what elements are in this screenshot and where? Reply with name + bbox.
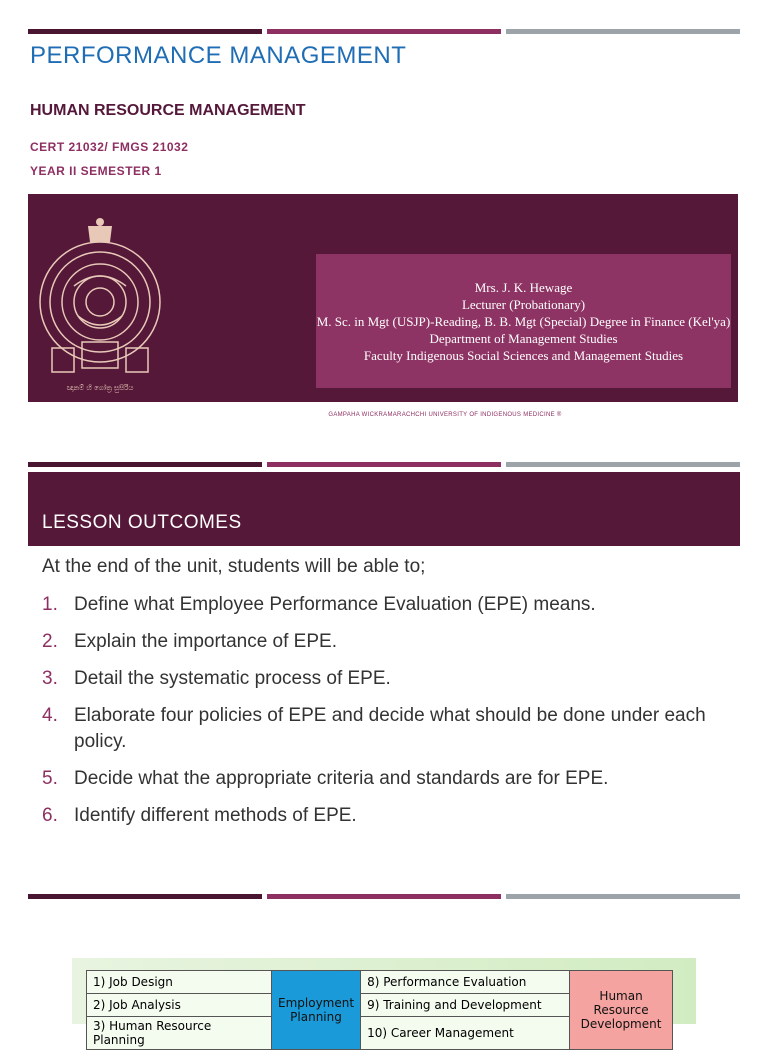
lecturer-position: Lecturer (Probationary) (461, 296, 586, 312)
list-item (42, 666, 722, 692)
list-item (42, 766, 722, 792)
hrd-cell: Human Resource Development (570, 971, 673, 1050)
lesson-outcomes-title: LESSON OUTCOMES (42, 512, 242, 533)
divider-bar-dark (28, 462, 262, 467)
list-number: 1. (42, 594, 58, 615)
divider-bar-dark (28, 894, 262, 899)
lecturer-qualification: M. Sc. in Mgt (USJP)-Reading, B. B. Mgt (Special) Degree in Finance (Kel'ya) (316, 313, 731, 329)
table-cell: 9) Training and Development (361, 994, 570, 1017)
list-text: Identify different methods of EPE. (74, 805, 357, 826)
divider-bar-dark (28, 29, 262, 34)
lecturer-name: Mrs. J. K. Hewage (474, 279, 573, 295)
slide-subtitle: HUMAN RESOURCE MANAGEMENT (30, 102, 306, 119)
list-text: Explain the importance of EPE. (74, 631, 337, 652)
slide-footer: GAMPAHA WICKRAMARACHCHI UNIVERSITY OF INDIGENOUS MEDICINE ® (328, 412, 562, 418)
table-cell: 1) Job Design (87, 971, 272, 994)
divider-bar-gray (506, 29, 740, 34)
list-text: Detail the systematic process of EPE. (74, 668, 391, 689)
logo-motto: ඥානම් හි ගෝත්‍ර සුසිරිය (66, 384, 134, 392)
list-text: Decide what the appropriate criteria and standards are for EPE. (74, 768, 609, 789)
course-year: YEAR II SEMESTER 1 (30, 164, 162, 178)
lecturer-department: Department of Management Studies (429, 330, 618, 346)
divider-bar-mid (267, 894, 501, 899)
outcomes-intro: At the end of the unit, students will be able to; (42, 556, 426, 577)
list-number: 3. (42, 668, 58, 689)
list-number: 6. (42, 805, 58, 826)
lecturer-info (316, 254, 731, 388)
list-item (42, 592, 722, 618)
list-item (42, 803, 722, 829)
list-number: 2. (42, 631, 58, 652)
university-logo (34, 216, 166, 398)
divider-bar-gray (506, 462, 740, 467)
table-cell: 3) Human Resource Planning (87, 1017, 272, 1050)
lecturer-faculty: Faculty Indigenous Social Sciences and Management Studies (363, 347, 684, 363)
employment-planning-cell: Employment Planning (272, 971, 361, 1050)
lesson-outcomes-header (28, 472, 740, 546)
divider-bar-mid (267, 462, 501, 467)
divider-bar-gray (506, 894, 740, 899)
table-cell: 10) Career Management (361, 1017, 570, 1050)
list-number: 5. (42, 768, 58, 789)
list-number: 4. (42, 705, 58, 726)
table-cell: 8) Performance Evaluation (361, 971, 570, 994)
list-item (42, 703, 722, 755)
hr-functions-table (86, 970, 673, 1050)
outcomes-list (42, 592, 722, 840)
list-text: Define what Employee Performance Evaluation (EPE) means. (74, 594, 596, 615)
list-text: Elaborate four policies of EPE and decide what should be done under each policy. (74, 705, 706, 752)
table-cell: 2) Job Analysis (87, 994, 272, 1017)
list-item (42, 629, 722, 655)
slide-title: PERFORMANCE MANAGEMENT (30, 42, 407, 69)
divider-bar-mid (267, 29, 501, 34)
course-code: CERT 21032/ FMGS 21032 (30, 140, 189, 154)
